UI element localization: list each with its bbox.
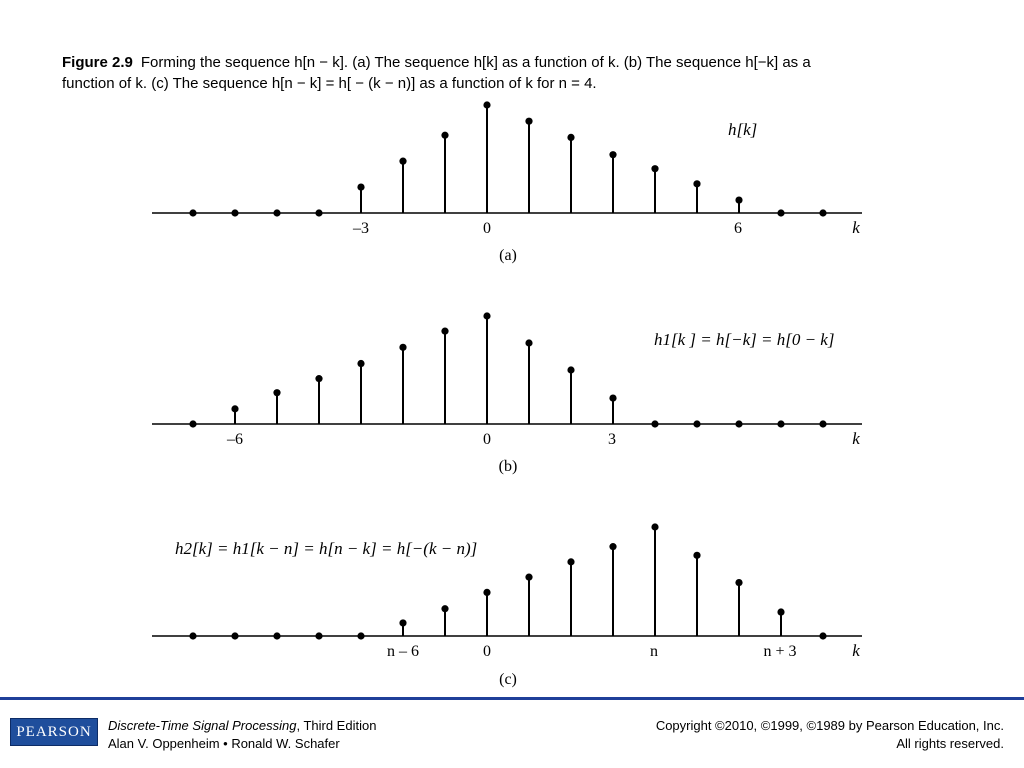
stem-marker-3-1 (231, 632, 238, 639)
stem-marker-3-7 (483, 589, 490, 596)
stem-marker-2-7 (483, 312, 490, 319)
stem-marker-2-11 (651, 420, 658, 427)
tick-label-1-1: 0 (483, 220, 491, 237)
stem-marker-2-6 (441, 328, 448, 335)
stem-marker-1-9 (567, 134, 574, 141)
caption-text-1: Forming the sequence h[n − k]. (a) The sequence h[k] as a function of k. (b) The sequence h[−k] as a (140, 54, 811, 71)
stem-marker-2-1 (231, 405, 238, 412)
stem-marker-2-5 (399, 344, 406, 351)
stem-marker-2-3 (315, 375, 322, 382)
axis-label-2: k (852, 429, 860, 448)
stem-marker-2-4 (357, 360, 364, 367)
pearson-logo: PEARSON (10, 718, 98, 746)
stem-marker-1-12 (693, 180, 700, 187)
stem-marker-2-8 (525, 339, 532, 346)
stem-marker-2-10 (609, 394, 616, 401)
stem-marker-1-13 (735, 196, 742, 203)
stem-marker-2-9 (567, 366, 574, 373)
stem-marker-1-10 (609, 151, 616, 158)
copyright-text: Copyright ©2010, ©1999, ©1989 by Pearson Education, Inc. (655, 718, 1004, 733)
stem-marker-3-6 (441, 605, 448, 612)
tick-label-3-2: n (650, 643, 658, 660)
stem-marker-3-2 (273, 632, 280, 639)
stem-marker-3-5 (399, 619, 406, 626)
copyright-block (656, 717, 1004, 753)
stem-marker-1-5 (399, 158, 406, 165)
tick-label-2-1: 0 (483, 431, 491, 448)
axis-label-1: k (852, 218, 860, 237)
rights-text: All rights reserved. (896, 736, 1004, 751)
book-title: Discrete-Time Signal Processing (108, 718, 297, 733)
stem-marker-1-1 (231, 209, 238, 216)
stem-marker-1-4 (357, 183, 364, 190)
stem-marker-3-9 (567, 558, 574, 565)
tick-label-3-3: n + 3 (763, 643, 797, 660)
book-info (108, 717, 376, 753)
stem-marker-3-11 (651, 523, 658, 530)
stem-marker-3-0 (189, 632, 196, 639)
tick-label-1-0: –3 (353, 220, 369, 237)
caption-line-2: function of k. (c) The sequence h[n − k] = h[ − (k − n)] as a function of k for n = 4. (62, 75, 597, 92)
stem-marker-1-14 (777, 209, 784, 216)
stem-marker-2-13 (735, 420, 742, 427)
stem-marker-3-4 (357, 632, 364, 639)
book-authors: Alan V. Oppenheim • Ronald W. Schafer (108, 736, 340, 751)
stem-marker-1-0 (189, 209, 196, 216)
panel-label-1: (a) (499, 247, 517, 264)
series-label-3: h2[k] = h1[k − n] = h[n − k] = h[−(k − n)] (175, 539, 478, 558)
figure-label: Figure 2.9 (62, 54, 133, 71)
book-title-line (108, 717, 376, 735)
stem-marker-1-15 (819, 209, 826, 216)
book-edition: , Third Edition (296, 718, 377, 733)
stem-marker-3-3 (315, 632, 322, 639)
tick-label-1-2: 6 (734, 220, 742, 237)
footer-divider (0, 697, 1024, 700)
axis-label-3: k (852, 641, 860, 660)
stem-marker-3-10 (609, 543, 616, 550)
stem-marker-3-12 (693, 552, 700, 559)
stem-marker-1-11 (651, 165, 658, 172)
tick-label-3-0: n – 6 (387, 643, 419, 660)
panel-label-3: (c) (499, 671, 517, 688)
tick-label-3-1: 0 (483, 643, 491, 660)
stem-marker-1-2 (273, 209, 280, 216)
stem-marker-1-8 (525, 118, 532, 125)
stem-marker-2-2 (273, 389, 280, 396)
panel-label-2: (b) (498, 458, 518, 475)
stem-marker-2-14 (777, 420, 784, 427)
stem-marker-1-3 (315, 209, 322, 216)
series-label-1: h[k] (728, 120, 758, 139)
stem-marker-3-13 (735, 579, 742, 586)
stem-marker-3-14 (777, 608, 784, 615)
series-label-2: h1[k ] = h[−k] = h[0 − k] (654, 330, 835, 349)
tick-label-2-2: 3 (608, 431, 616, 448)
stem-marker-1-7 (483, 101, 490, 108)
stem-marker-2-12 (693, 420, 700, 427)
stem-marker-3-15 (819, 632, 826, 639)
tick-label-2-0: –6 (227, 431, 243, 448)
stem-marker-1-6 (441, 132, 448, 139)
stem-marker-2-0 (189, 420, 196, 427)
stem-marker-2-15 (819, 420, 826, 427)
stem-marker-3-8 (525, 574, 532, 581)
